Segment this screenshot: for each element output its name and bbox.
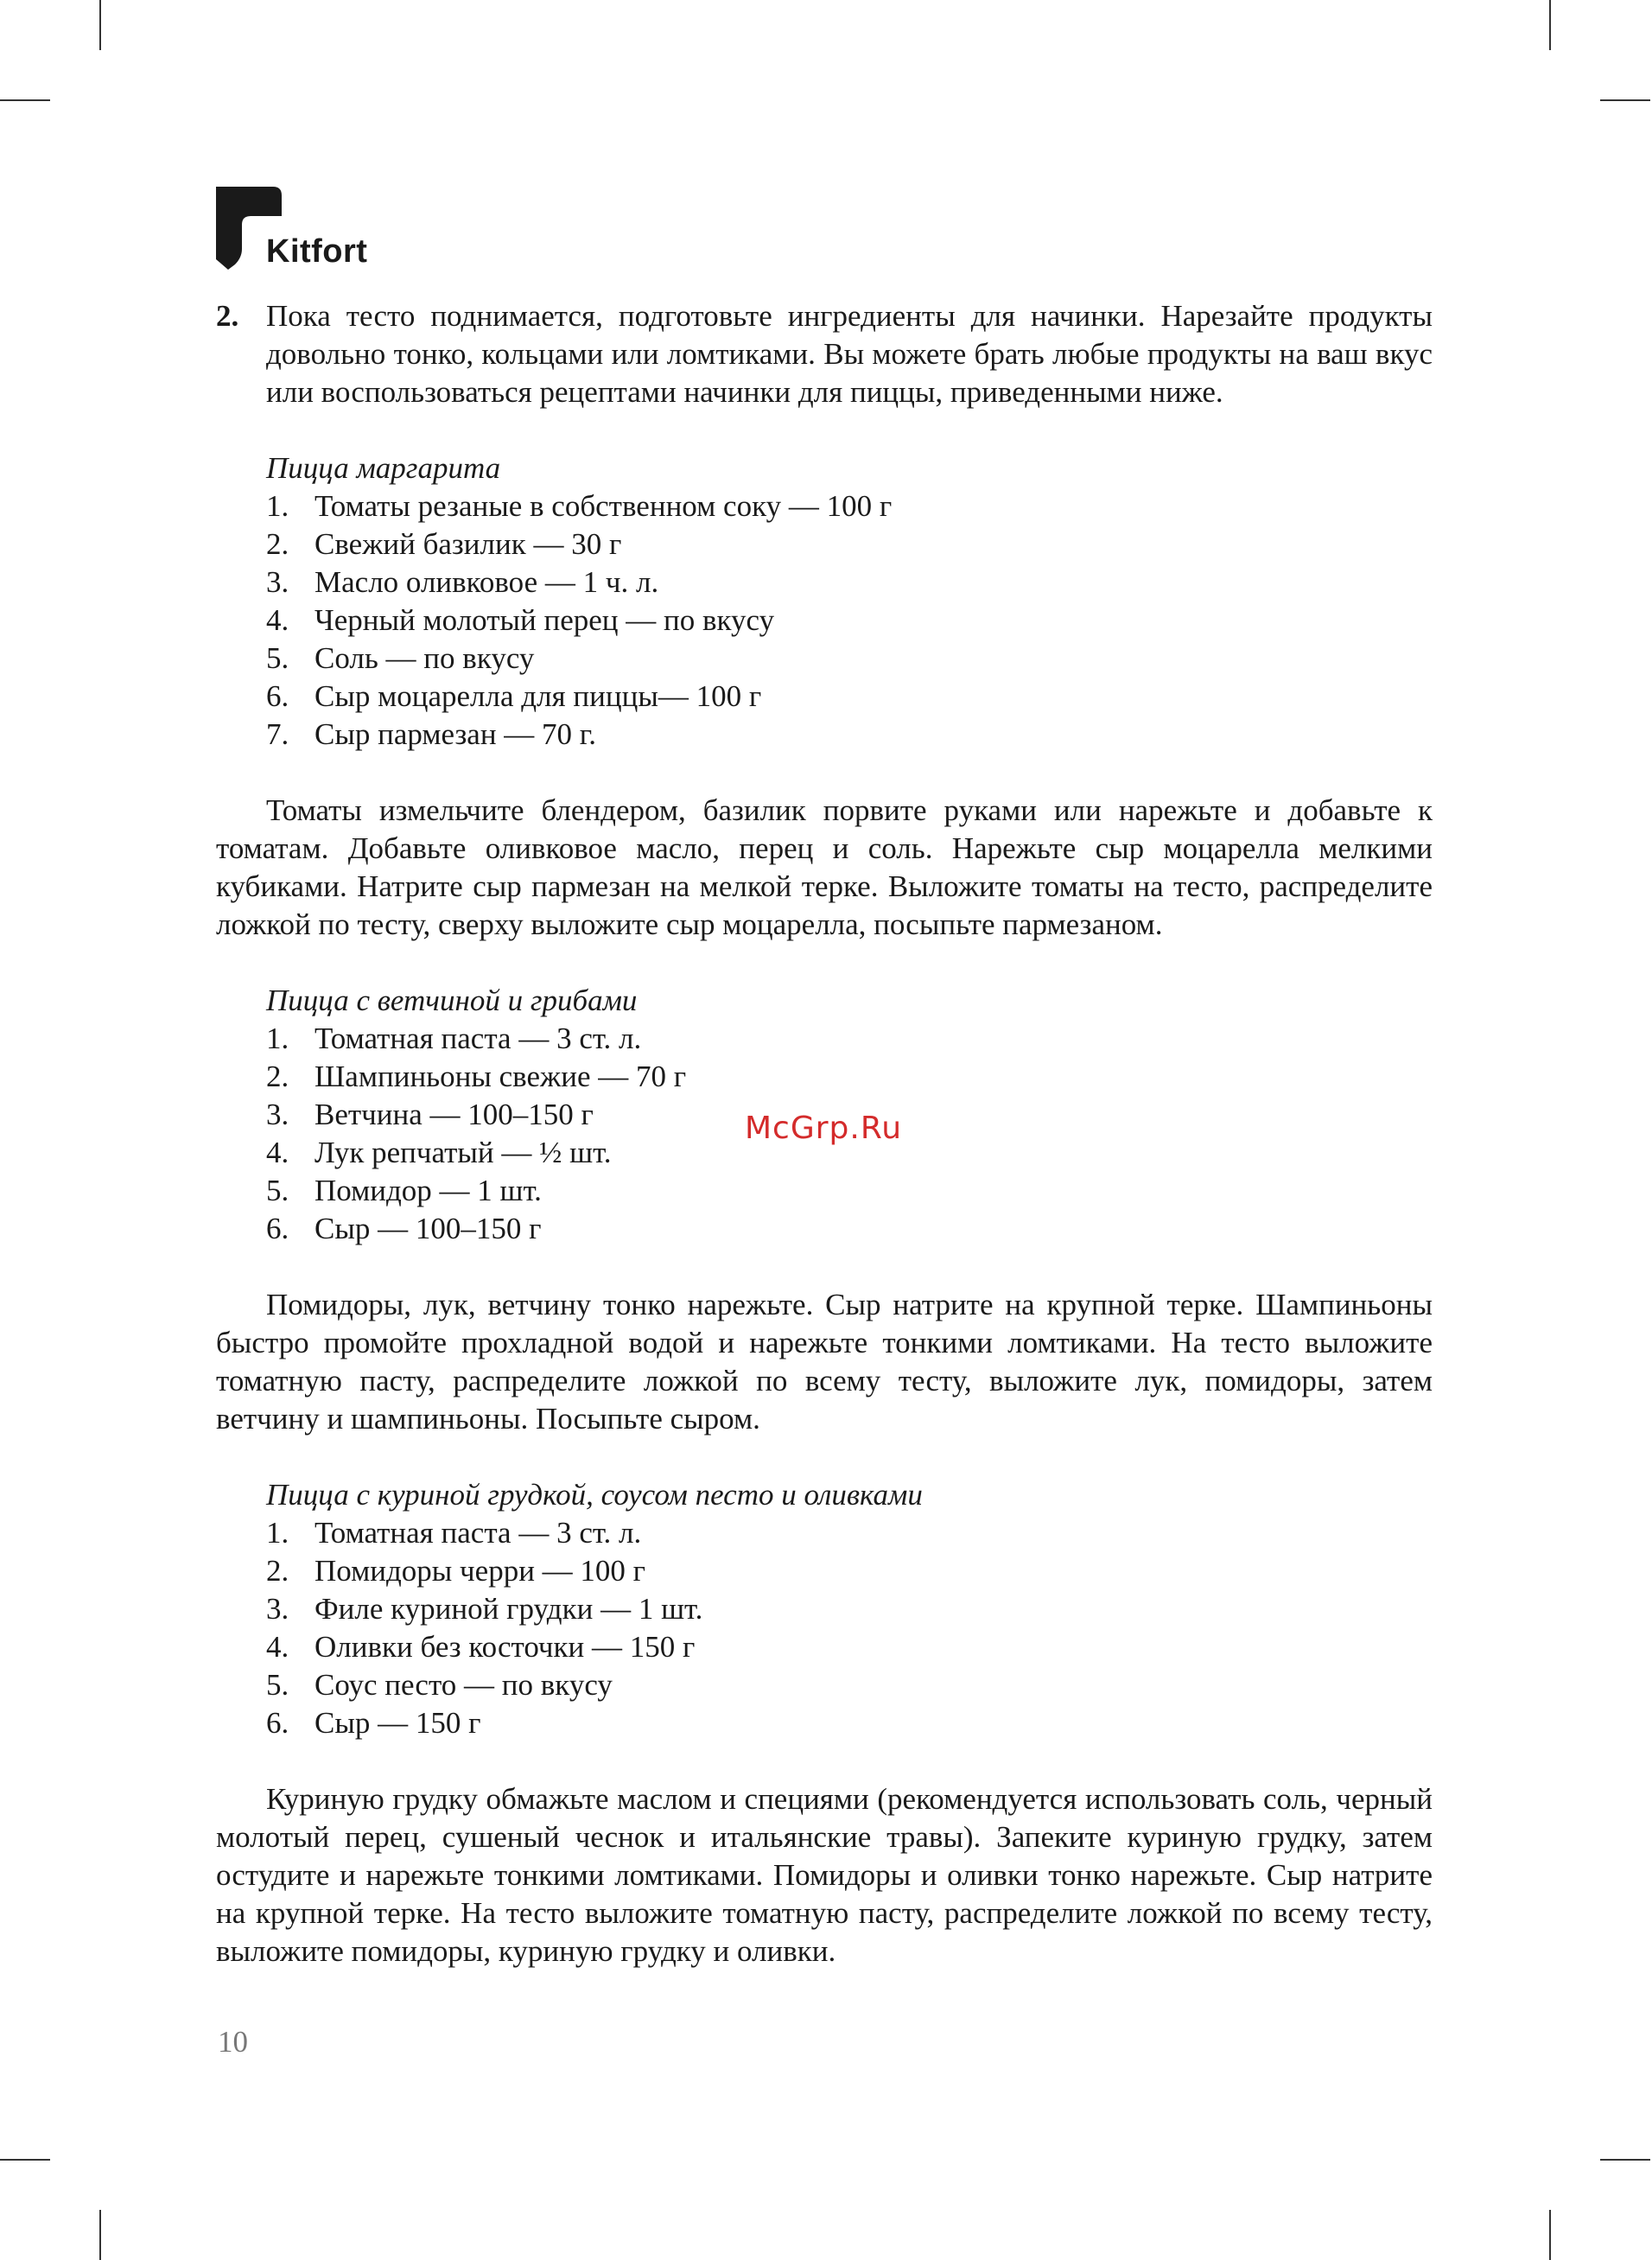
ingredient-text: Шампиньоны свежие — 70 г: [315, 1060, 687, 1093]
ingredient-number: 2.: [266, 1060, 289, 1093]
list-item: [266, 1552, 1433, 1590]
crop-mark: [1549, 0, 1551, 50]
ingredient-number: 4.: [266, 1630, 289, 1664]
ingredient-text: Филе куриной грудки — 1 шт.: [315, 1592, 703, 1626]
step-number: 2.: [216, 299, 239, 333]
crop-mark: [1600, 99, 1650, 101]
ingredient-text: Сыр пармезан — 70 г.: [315, 717, 596, 751]
recipe-instructions: Помидоры, лук, ветчину тонко нарежьте. Сыр натрите на крупной терке. Шампиньоны быстро промойте прохладной водой и нарежьте тонкими ломтиками. На тесто выложите томатную пасту, распределите ложкой по всему тесту, выложите лук, помидоры, затем ветчину и шампиньоны. Посыпьте сыром.: [216, 1288, 1433, 1436]
ingredient-number: 5.: [266, 641, 289, 675]
list-item: [266, 640, 1433, 678]
crop-mark: [99, 2210, 101, 2260]
ingredient-number: 3.: [266, 565, 289, 599]
ingredient-number: 1.: [266, 1022, 289, 1055]
brand-logo: [216, 187, 389, 270]
ingredient-number: 5.: [266, 1174, 289, 1207]
ingredient-text: Масло оливковое — 1 ч. л.: [315, 565, 659, 599]
brand-name: Kitfort: [266, 233, 368, 270]
ingredient-text: Сыр — 150 г: [315, 1706, 481, 1740]
ingredient-number: 2.: [266, 527, 289, 561]
ingredient-number: 1.: [266, 489, 289, 523]
ingredient-text: Томаты резаные в собственном соку — 100 г: [315, 489, 893, 523]
ingredient-text: Сыр — 100–150 г: [315, 1212, 542, 1245]
recipe-title: Пицца с куриной грудкой, соусом песто и оливками: [266, 1478, 923, 1512]
list-item: [266, 563, 1433, 602]
crop-mark: [0, 2159, 50, 2161]
recipe-title: Пицца с ветчиной и грибами: [266, 984, 638, 1017]
ingredient-number: 4.: [266, 1136, 289, 1169]
ingredient-text: Черный молотый перец — по вкусу: [315, 603, 775, 637]
ingredient-number: 3.: [266, 1098, 289, 1131]
list-item: [266, 678, 1433, 716]
ingredient-text: Томатная паста — 3 ст. л.: [315, 1022, 642, 1055]
ingredient-number: 5.: [266, 1668, 289, 1702]
watermark: McGrp.Ru: [745, 1111, 903, 1146]
crop-mark: [99, 0, 101, 50]
ingredient-number: 6.: [266, 1706, 289, 1740]
list-item: [266, 1020, 1433, 1058]
ingredient-text: Свежий базилик — 30 г: [315, 527, 622, 561]
step-text: Пока тесто поднимается, подготовьте ингредиенты для начинки. Нарезайте продукты довольно тонко, кольцами или ломтиками. Вы можете брать любые продукты на ваш вкус или воспользоваться рецептами начинки для пиццы, приведенными ниже.: [266, 299, 1433, 409]
list-item: [266, 1666, 1433, 1704]
list-item: [266, 1514, 1433, 1552]
crop-mark: [1600, 2159, 1650, 2161]
ingredient-number: 6.: [266, 679, 289, 713]
page-number: 10: [218, 2025, 248, 2059]
ingredient-list: [266, 1514, 1433, 1742]
list-item: [266, 1628, 1433, 1666]
ingredient-number: 3.: [266, 1592, 289, 1626]
list-item: [266, 1590, 1433, 1628]
list-item: [266, 1172, 1433, 1210]
list-item: [266, 716, 1433, 754]
ingredient-text: Помидоры черри — 100 г: [315, 1554, 646, 1588]
list-item: [266, 525, 1433, 563]
ingredient-list: [266, 487, 1433, 754]
recipe-title: Пицца маргарита: [266, 451, 501, 485]
list-item: [266, 1058, 1433, 1096]
ingredient-number: 7.: [266, 717, 289, 751]
ingredient-text: Помидор — 1 шт.: [315, 1174, 542, 1207]
ingredient-text: Томатная паста — 3 ст. л.: [315, 1516, 642, 1550]
ingredient-number: 6.: [266, 1212, 289, 1245]
crop-mark: [1549, 2210, 1551, 2260]
ingredient-text: Соль — по вкусу: [315, 641, 535, 675]
list-item: [266, 487, 1433, 525]
ingredient-text: Лук репчатый — ½ шт.: [315, 1136, 612, 1169]
step-item: [216, 297, 1433, 411]
ingredient-text: Ветчина — 100–150 г: [315, 1098, 594, 1131]
recipe-instructions: Куриную грудку обмажьте маслом и специями (рекомендуется использовать соль, черный молотый перец, сушеный чеснок и итальянские травы). Запеките куриную грудку, затем остудите и нарежьте тонкими ломтиками. Помидоры и оливки тонко нарежьте. Сыр натрите на крупной терке. На тесто выложите томатную пасту, распределите ложкой по всему тесту, выложите помидоры, куриную грудку и оливки.: [216, 1782, 1433, 1968]
ingredient-text: Сыр моцарелла для пиццы— 100 г: [315, 679, 762, 713]
list-item: [266, 1704, 1433, 1742]
ingredient-number: 4.: [266, 603, 289, 637]
list-item: [266, 602, 1433, 640]
ingredient-number: 1.: [266, 1516, 289, 1550]
ingredient-text: Соус песто — по вкусу: [315, 1668, 613, 1702]
ingredient-number: 2.: [266, 1554, 289, 1588]
list-item: [266, 1210, 1433, 1248]
recipe-instructions: Томаты измельчите блендером, базилик порвите руками или нарежьте и добавьте к томатам. Добавьте оливковое масло, перец и соль. Нарежьте сыр моцарелла мелкими кубиками. Натрите сыр пармезан на мелкой терке. Выложите томаты на тесто, распределите ложкой по тесту, сверху выложите сыр моцарелла, посыпьте пармезаном.: [216, 793, 1433, 941]
crop-mark: [0, 99, 50, 101]
ingredient-text: Оливки без косточки — 150 г: [315, 1630, 696, 1664]
